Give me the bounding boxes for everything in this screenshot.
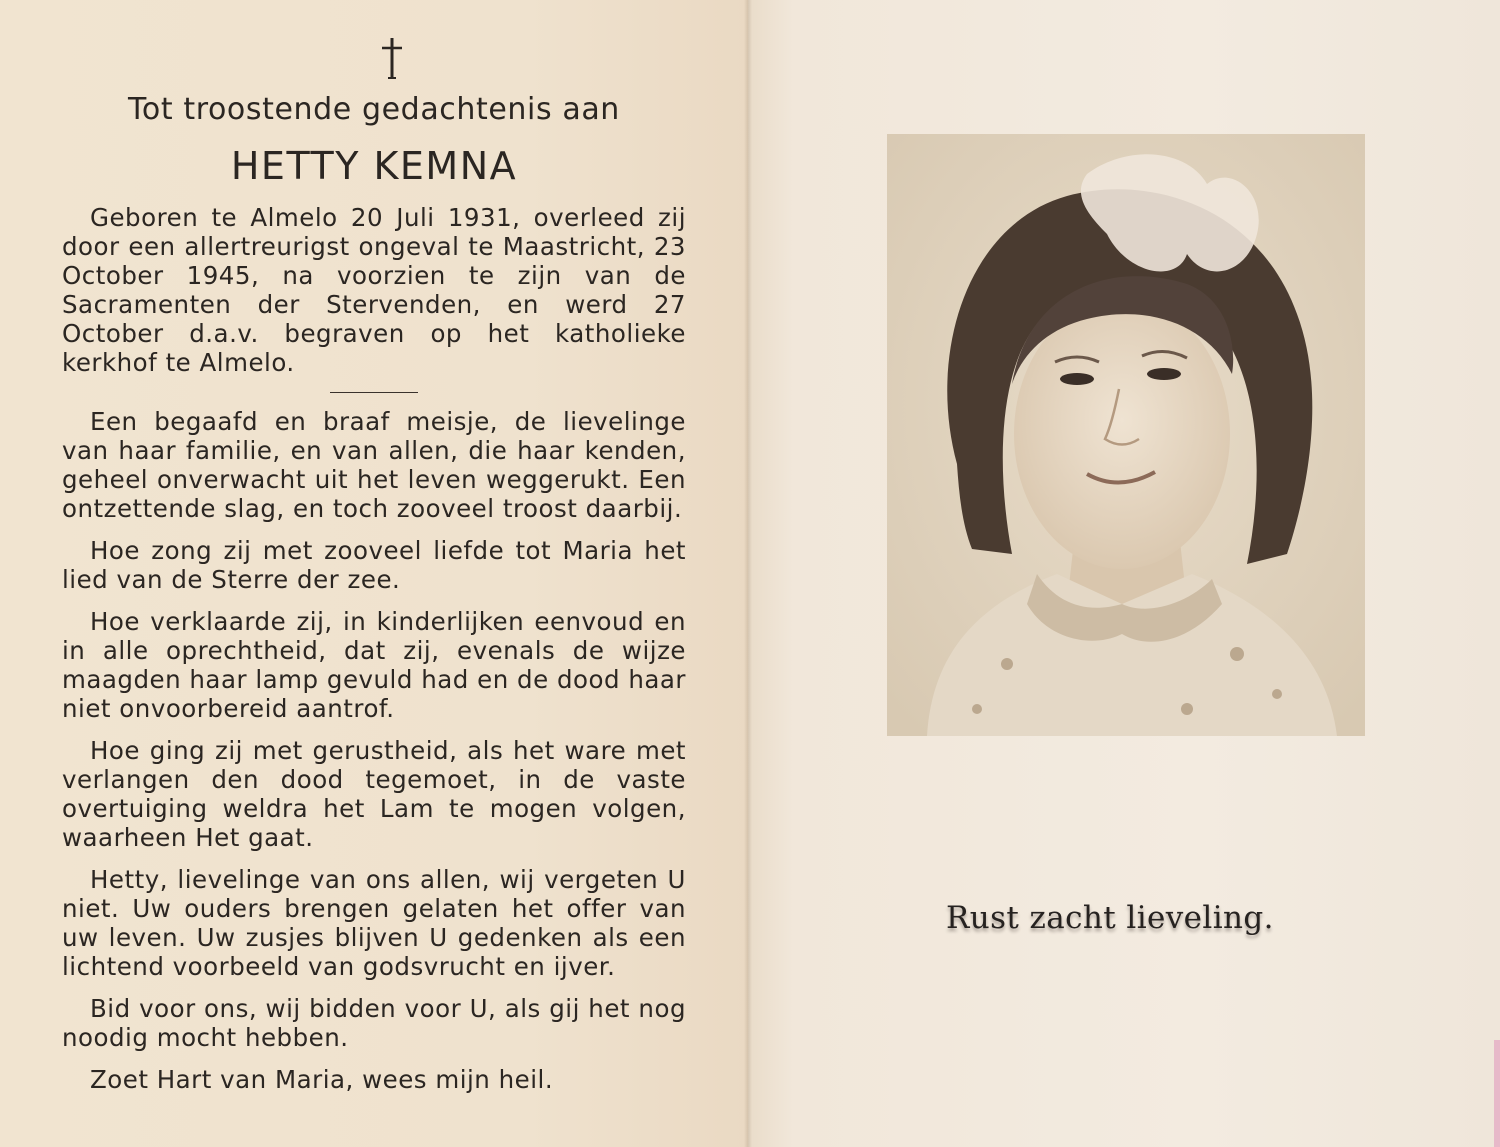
memorial-heading: Tot troostende gedachtenis aan	[128, 92, 620, 127]
paragraph-birth-death: Geboren te Almelo 20 Juli 1931, overleed zij door een allertreurigst ongeval te Maastricht, 23 October 1945, na voorzien te zijn van de Sacramenten der Stervenden, en werd 27 October d.a.v. begraven op het katholieke kerkhof te Almelo.	[62, 203, 686, 377]
divider-rule	[330, 392, 418, 393]
memorial-text	[62, 203, 686, 1107]
paragraph-prayer: Zoet Hart van Maria, wees mijn heil.	[90, 1065, 554, 1094]
paragraph: Bid voor ons, wij bidden voor U, als gij het nog noodig mocht hebben.	[62, 994, 686, 1052]
paragraph: Hetty, lievelinge van ons allen, wij vergeten U niet. Uw ouders brengen gelaten het offer van uw leven. Uw zusjes blijven U gedenken als een lichtend voorbeeld van godsvrucht en ijver.	[62, 865, 686, 981]
deceased-name: HETTY KEMNA	[230, 144, 518, 188]
portrait-photo	[887, 134, 1365, 736]
pink-edge	[1494, 1040, 1500, 1147]
paragraph: Een begaafd en braaf meisje, de lievelinge van haar familie, en van allen, die haar kenden, geheel onverwacht uit het leven weggerukt. Een ontzettende slag, en toch zooveel troost daarbij.	[62, 407, 686, 523]
paragraph: Hoe zong zij met zooveel liefde tot Maria het lied van de Sterre der zee.	[62, 536, 686, 594]
cross-icon	[376, 36, 408, 80]
paragraph: Hoe ging zij met gerustheid, als het ware met verlangen den dood tegemoet, in de vaste overtuiging weldra het Lam te mogen volgen, waarheen Het gaat.	[62, 736, 686, 852]
paragraph: Hoe verklaarde zij, in kinderlijken eenvoud en in alle oprechtheid, dat zij, evenals de wijze maagden haar lamp gevuld had en de dood haar niet onvoorbereid aantrof.	[62, 607, 686, 723]
photo-caption: Rust zacht lieveling.	[946, 900, 1274, 936]
